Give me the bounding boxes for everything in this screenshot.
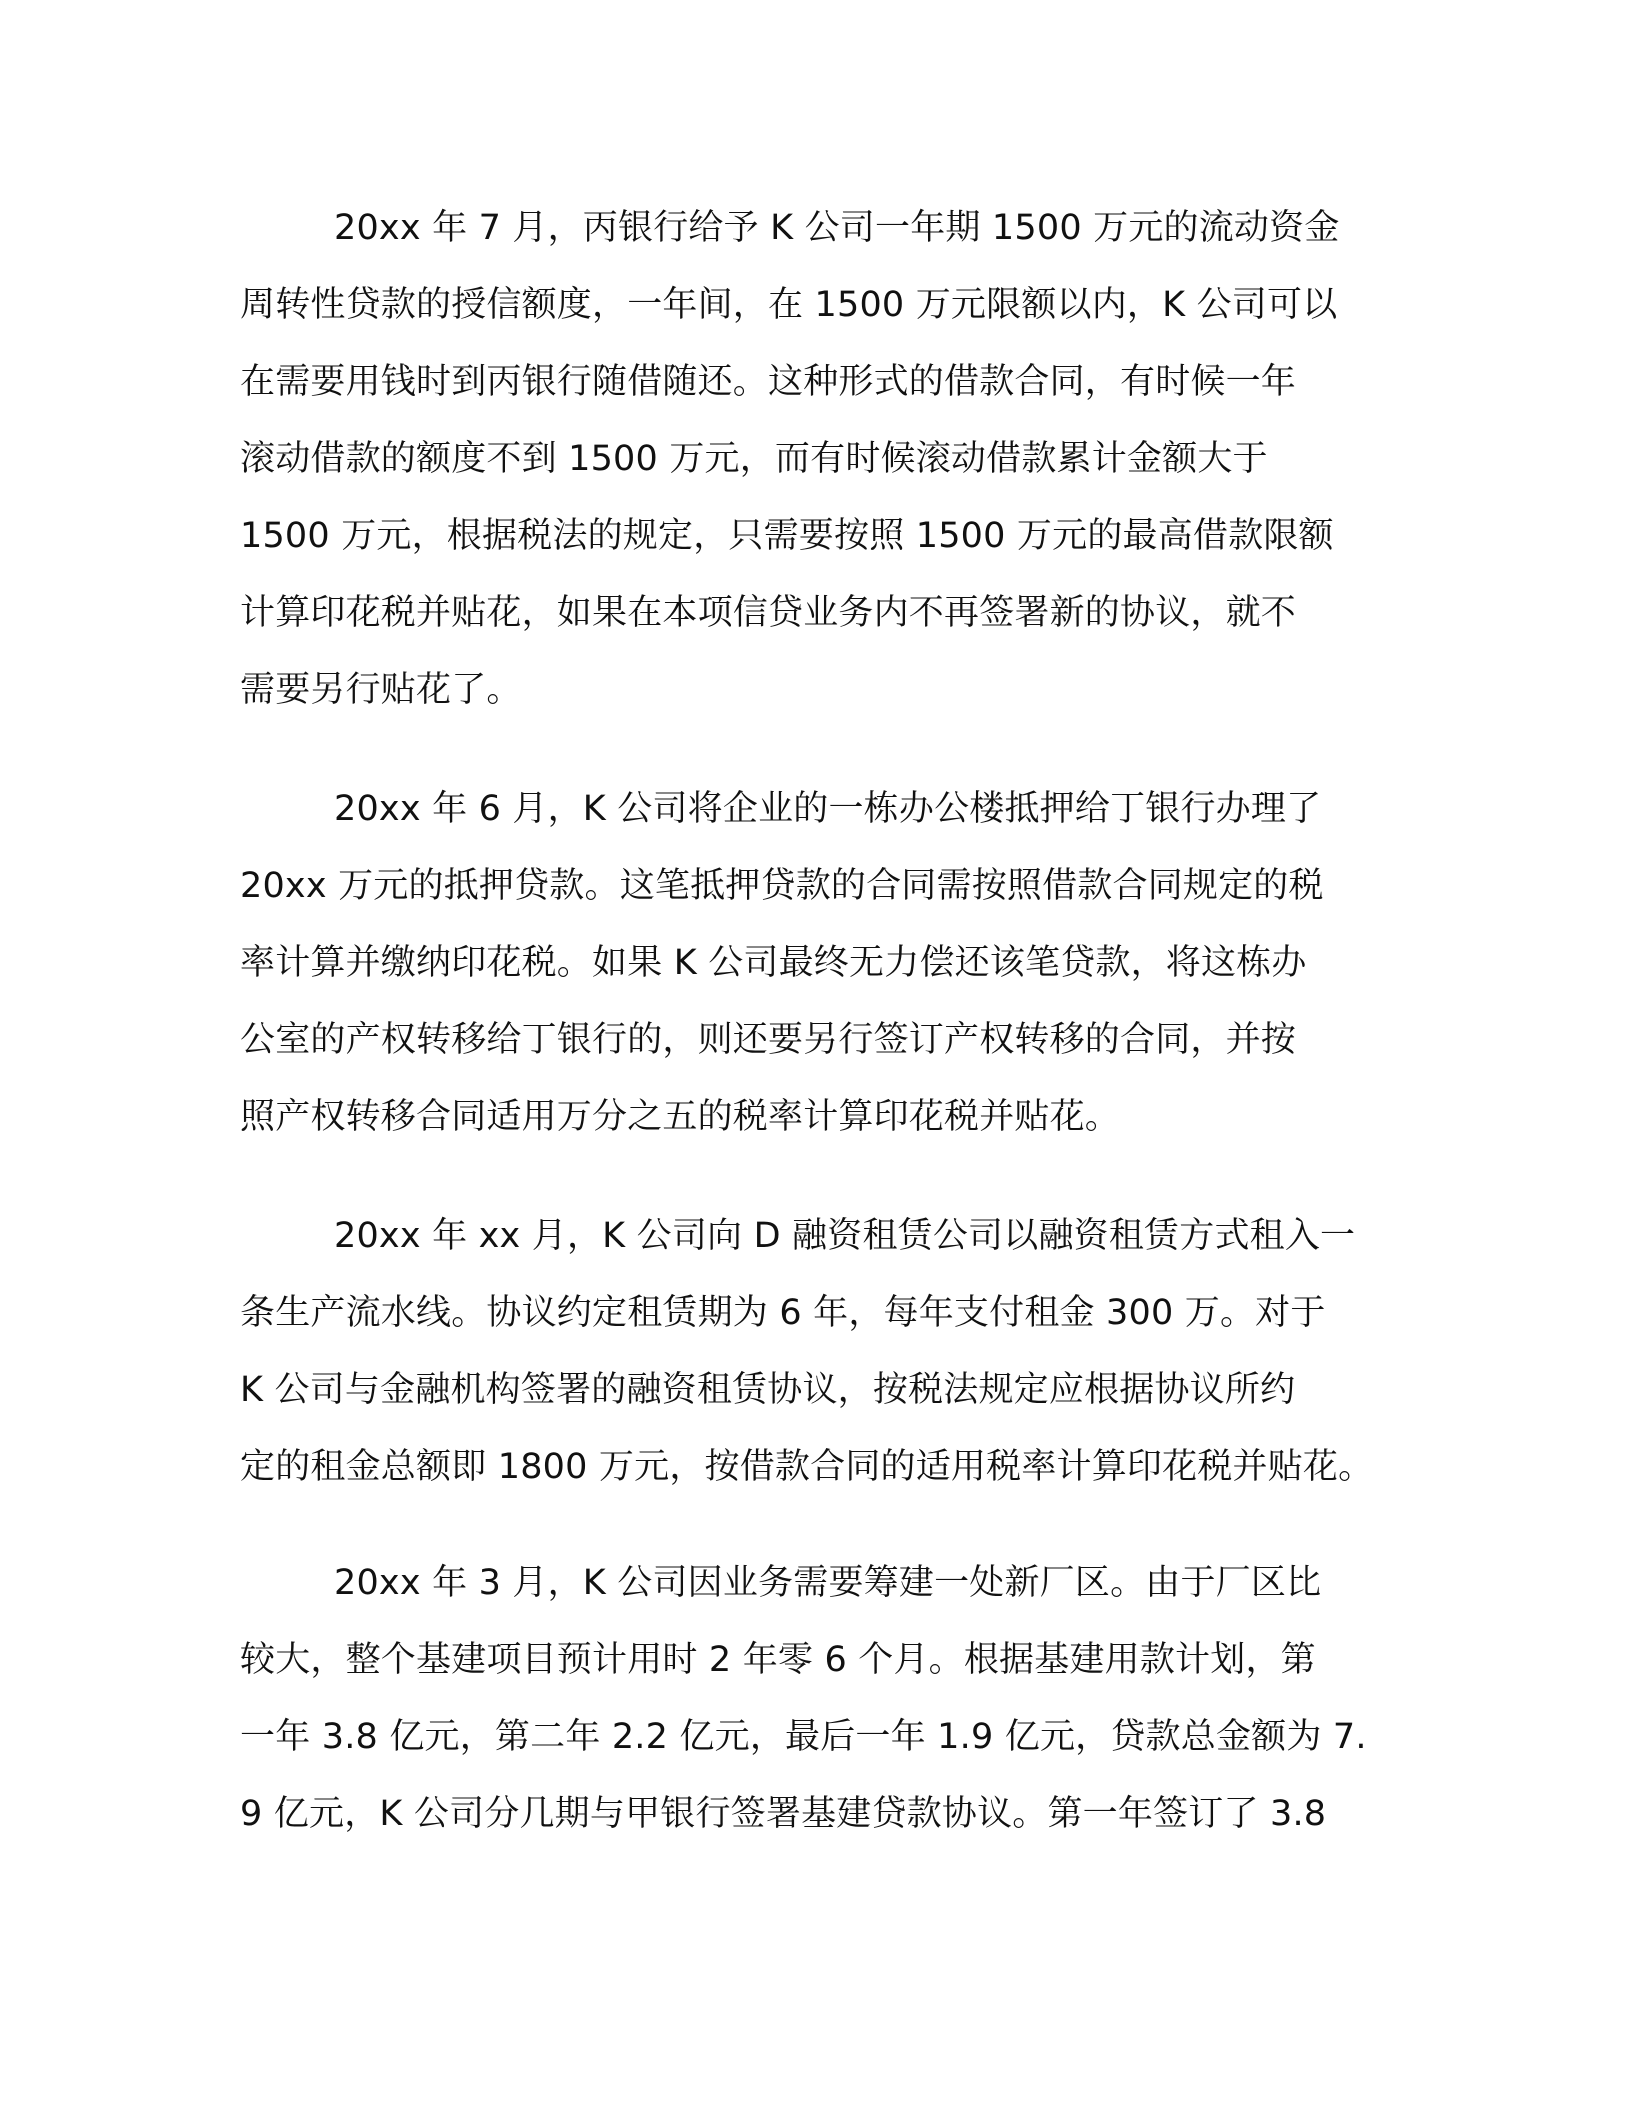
paragraph-line: 计算印花税并贴花，如果在本项信贷业务内不再签署新的协议，就不 [240, 593, 1297, 633]
paragraph-line: 20xx 年 7 月，丙银行给予 K 公司一年期 1500 万元的流动资金 [334, 208, 1340, 248]
paragraph-line: 在需要用钱时到丙银行随借随还。这种形式的借款合同，有时候一年 [240, 362, 1297, 402]
paragraph-line: 周转性贷款的授信额度，一年间，在 1500 万元限额以内，K 公司可以 [240, 285, 1338, 325]
paragraph-line: 需要另行贴花了。 [240, 670, 522, 710]
paragraph-financial-lease [240, 1198, 1400, 1506]
paragraph-line: 20xx 年 xx 月，K 公司向 D 融资租赁公司以融资租赁方式租入一 [334, 1216, 1356, 1256]
paragraph-line: 条生产流水线。协议约定租赁期为 6 年，每年支付租金 300 万。对于 [240, 1293, 1326, 1333]
paragraph-line: 照产权转移合同适用万分之五的税率计算印花税并贴花。 [240, 1097, 1121, 1137]
paragraph-spacer [240, 1156, 1400, 1198]
paragraph-line: 较大，整个基建项目预计用时 2 年零 6 个月。根据基建用款计划，第 [240, 1640, 1316, 1680]
paragraph-line: K 公司与金融机构签署的融资租赁协议，按税法规定应根据协议所约 [240, 1370, 1296, 1410]
paragraph-line: 一年 3.8 亿元，第二年 2.2 亿元，最后一年 1.9 亿元，贷款总金额为 7. [240, 1717, 1367, 1757]
paragraph-line: 定的租金总额即 1800 万元，按借款合同的适用税率计算印花税并贴花。 [240, 1447, 1374, 1487]
paragraph-construction-loan [240, 1545, 1400, 1853]
paragraph-line: 公室的产权转移给丁银行的，则还要另行签订产权转移的合同，并按 [240, 1020, 1297, 1060]
paragraph-mortgage-loan [240, 771, 1400, 1156]
paragraph-line: 9 亿元，K 公司分几期与甲银行签署基建贷款协议。第一年签订了 3.8 [240, 1794, 1327, 1834]
paragraph-line: 滚动借款的额度不到 1500 万元，而有时候滚动借款累计金额大于 [240, 439, 1268, 479]
paragraph-spacer [240, 729, 1400, 771]
document-body [240, 190, 1400, 1853]
paragraph-spacer [240, 1506, 1400, 1545]
paragraph-line: 20xx 万元的抵押贷款。这笔抵押贷款的合同需按照借款合同规定的税 [240, 866, 1324, 906]
paragraph-credit-line-loan [240, 190, 1400, 729]
paragraph-line: 20xx 年 6 月，K 公司将企业的一栋办公楼抵押给丁银行办理了 [334, 789, 1322, 829]
paragraph-line: 20xx 年 3 月，K 公司因业务需要筹建一处新厂区。由于厂区比 [334, 1563, 1322, 1603]
paragraph-line: 1500 万元，根据税法的规定，只需要按照 1500 万元的最高借款限额 [240, 516, 1334, 556]
paragraph-line: 率计算并缴纳印花税。如果 K 公司最终无力偿还该笔贷款，将这栋办 [240, 943, 1307, 983]
